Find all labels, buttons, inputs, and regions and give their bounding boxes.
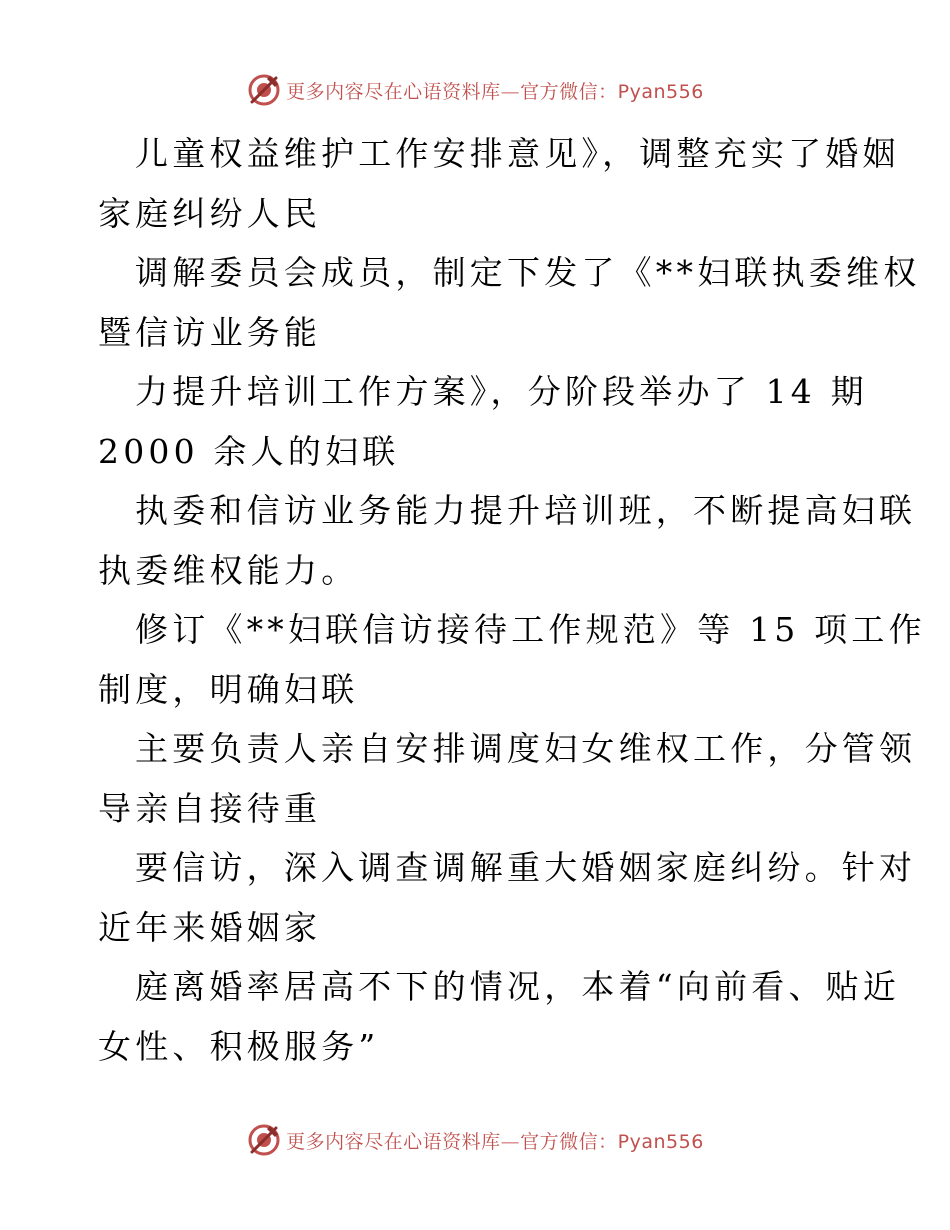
document-body	[98, 124, 926, 1076]
header-banner-text	[286, 77, 704, 104]
body-line: 女性、积极服务”	[98, 1026, 380, 1066]
footer-watermark-banner	[0, 1120, 950, 1160]
pen-logo-icon	[246, 72, 282, 108]
body-line: 修订《**妇联信访接待工作规范》等 15 项工作	[135, 610, 926, 649]
body-line: 暨信访业务能	[98, 312, 322, 352]
header-banner-contact: 官方微信：Pyan556	[520, 80, 704, 103]
body-line: 执委维权能力。	[98, 550, 359, 590]
footer-banner-dash: —	[500, 1130, 521, 1153]
body-line: 调解委员会成员，制定下发了《**妇联执委维权	[135, 253, 921, 292]
body-line: 力提升培训工作方案》，分阶段举办了 14 期	[135, 372, 868, 411]
body-line: 要信访，深入调查调解重大婚姻家庭纠纷。针对	[135, 848, 917, 887]
footer-banner-contact: 官方微信：Pyan556	[520, 1130, 704, 1153]
header-watermark-banner	[0, 70, 950, 110]
footer-banner-text	[286, 1127, 704, 1154]
body-line: 主要负责人亲自安排调度妇女维权工作，分管领	[135, 729, 917, 768]
header-banner-dash: —	[500, 80, 521, 103]
header-banner-main: 更多内容尽在心语资料库	[286, 80, 501, 103]
body-line: 导亲自接待重	[98, 788, 322, 828]
body-line: 儿童权益维护工作安排意见》，调整充实了婚姻	[135, 134, 900, 173]
body-line: 近年来婚姻家	[98, 907, 322, 947]
footer-banner-main: 更多内容尽在心语资料库	[286, 1130, 501, 1153]
body-line: 庭离婚率居高不下的情况，本着“向前看、贴近	[135, 967, 901, 1006]
body-line: 2000 余人的妇联	[98, 431, 400, 471]
body-line: 制度，明确妇联	[98, 669, 359, 709]
body-line: 执委和信访业务能力提升培训班，不断提高妇联	[135, 491, 917, 530]
pen-logo-icon	[246, 1122, 282, 1158]
body-line: 家庭纠纷人民	[98, 193, 322, 233]
